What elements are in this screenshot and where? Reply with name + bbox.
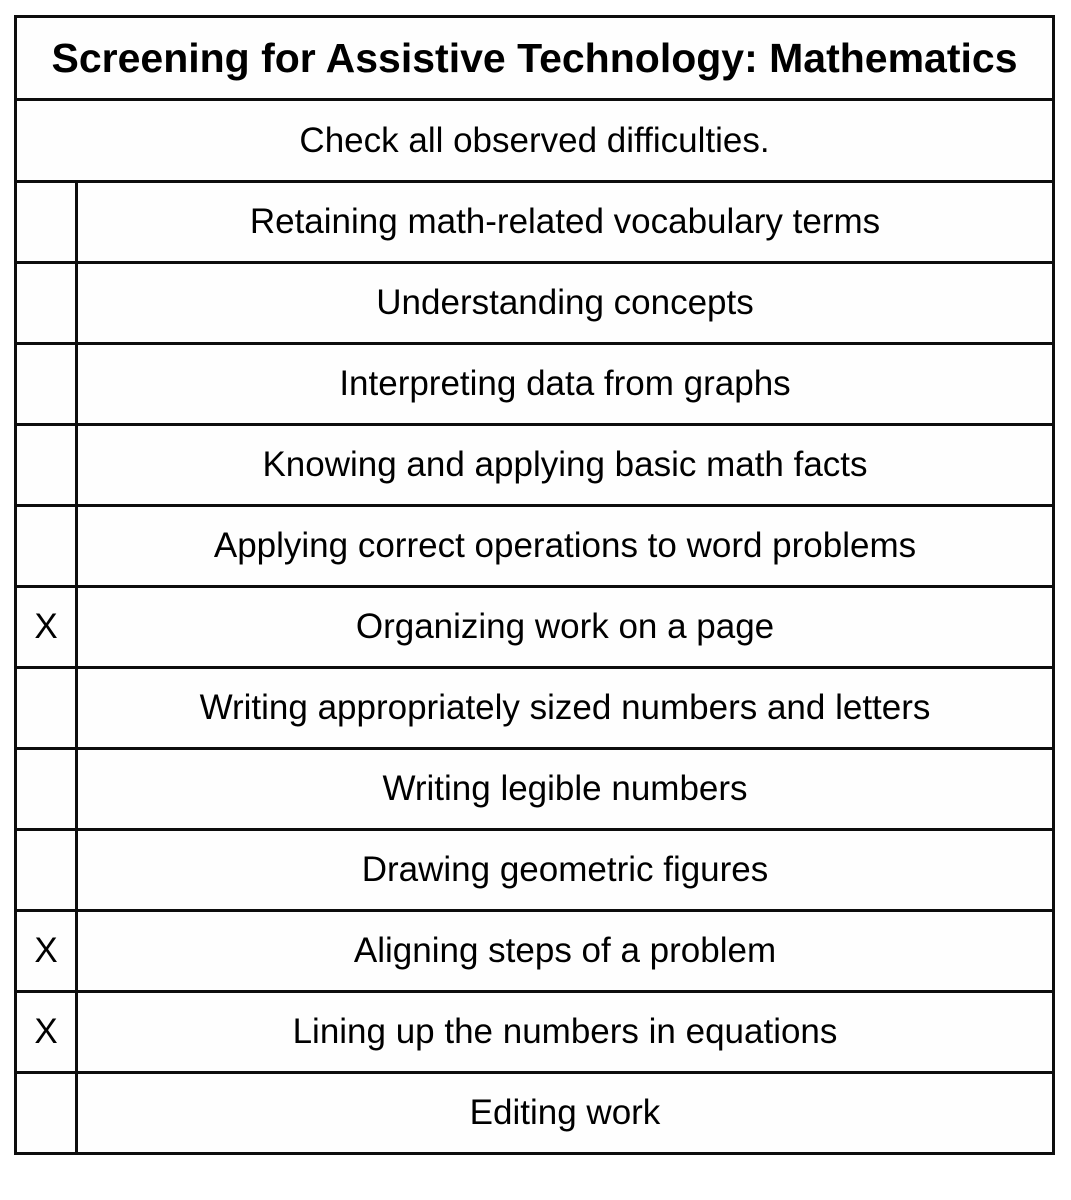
checkbox-cell[interactable] bbox=[16, 506, 77, 587]
title-row bbox=[16, 17, 1054, 100]
checkbox-cell[interactable] bbox=[16, 263, 77, 344]
instruction-row bbox=[16, 100, 1054, 182]
item-label: Knowing and applying basic math facts bbox=[77, 425, 1054, 506]
page-title: Screening for Assistive Technology: Mathematics bbox=[16, 17, 1054, 100]
item-label: Writing appropriately sized numbers and letters bbox=[77, 668, 1054, 749]
checkbox-cell[interactable]: X bbox=[16, 911, 77, 992]
item-label: Editing work bbox=[77, 1073, 1054, 1154]
checkbox-cell[interactable] bbox=[16, 830, 77, 911]
instruction-text: Check all observed difficulties. bbox=[16, 100, 1054, 182]
table-row bbox=[16, 506, 1054, 587]
table-row bbox=[16, 1073, 1054, 1154]
table-row bbox=[16, 830, 1054, 911]
table-row bbox=[16, 425, 1054, 506]
item-label: Interpreting data from graphs bbox=[77, 344, 1054, 425]
table-row bbox=[16, 587, 1054, 668]
checkbox-cell[interactable] bbox=[16, 182, 77, 263]
item-label: Understanding concepts bbox=[77, 263, 1054, 344]
checkbox-cell[interactable]: X bbox=[16, 587, 77, 668]
item-label: Aligning steps of a problem bbox=[77, 911, 1054, 992]
screening-table bbox=[14, 15, 1055, 1155]
item-label: Organizing work on a page bbox=[77, 587, 1054, 668]
checkbox-cell[interactable] bbox=[16, 425, 77, 506]
checkbox-cell[interactable]: X bbox=[16, 992, 77, 1073]
table-row bbox=[16, 911, 1054, 992]
table-row bbox=[16, 182, 1054, 263]
checkbox-cell[interactable] bbox=[16, 668, 77, 749]
table-row bbox=[16, 263, 1054, 344]
checkbox-cell[interactable] bbox=[16, 1073, 77, 1154]
item-label: Drawing geometric figures bbox=[77, 830, 1054, 911]
item-label: Lining up the numbers in equations bbox=[77, 992, 1054, 1073]
item-label: Writing legible numbers bbox=[77, 749, 1054, 830]
table-row bbox=[16, 749, 1054, 830]
item-label: Retaining math-related vocabulary terms bbox=[77, 182, 1054, 263]
table-row bbox=[16, 992, 1054, 1073]
checkbox-cell[interactable] bbox=[16, 344, 77, 425]
table-row bbox=[16, 344, 1054, 425]
checkbox-cell[interactable] bbox=[16, 749, 77, 830]
table-row bbox=[16, 668, 1054, 749]
item-label: Applying correct operations to word problems bbox=[77, 506, 1054, 587]
